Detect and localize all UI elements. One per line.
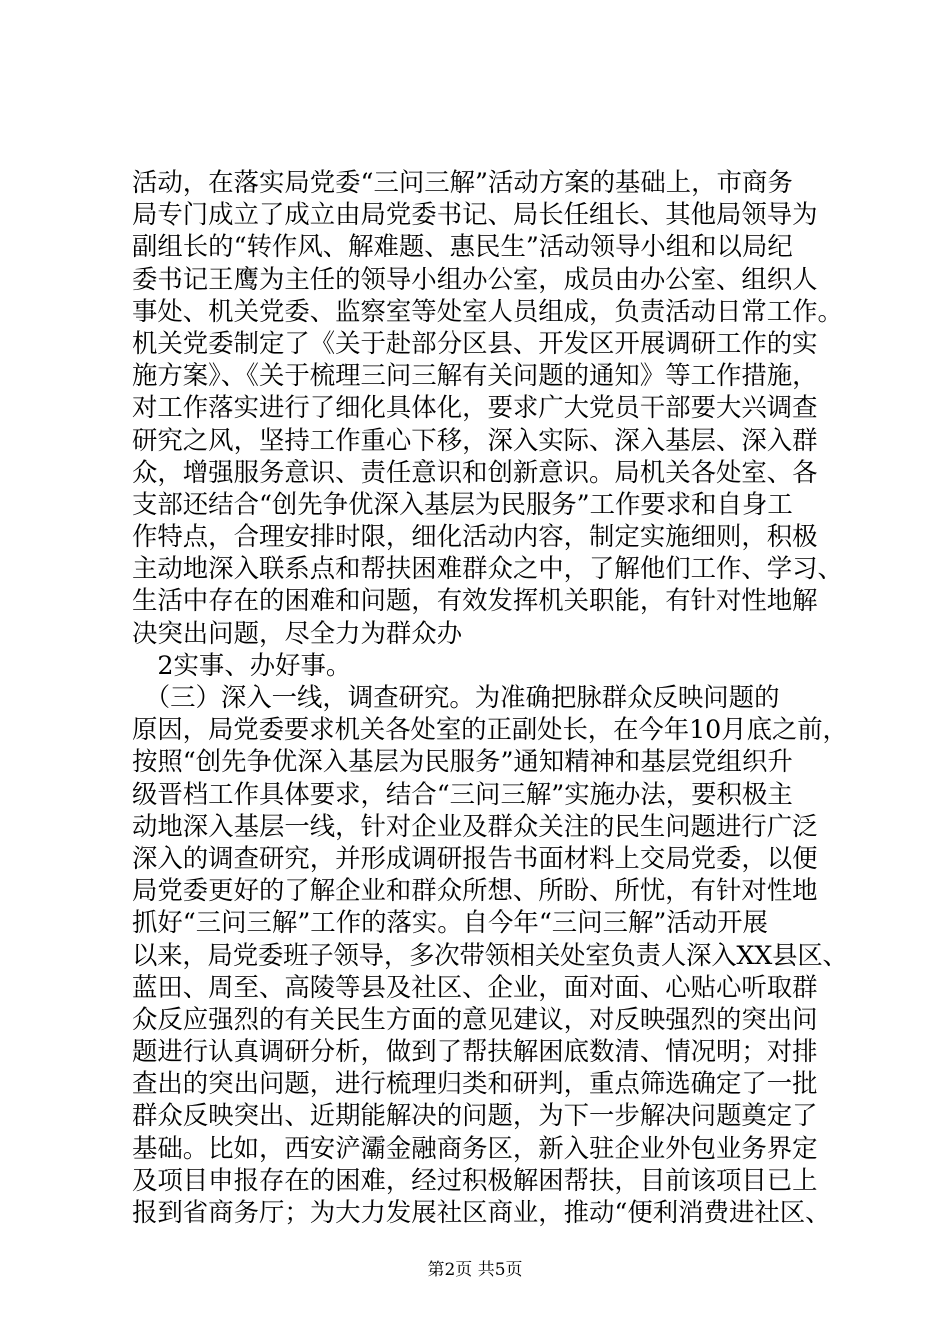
- text-line: 支部还结合“创先争优深入基层为民服务”工作要求和自身工: [132, 488, 793, 519]
- page-footer: 第2页 共5页: [427, 1260, 523, 1280]
- text-line: 2实事、办好事。: [132, 649, 352, 680]
- body-text: [132, 166, 848, 1228]
- text-line: 级晋档工作具体要求，结合“三问三解”实施办法，要积极主: [132, 778, 793, 809]
- text-line: 对工作落实进行了细化具体化，要求广大党员干部要大兴调查: [132, 392, 818, 423]
- text-line: 活动，在落实局党委“三问三解”活动方案的基础上，市商务: [132, 167, 793, 197]
- text-line: 基础。比如，西安浐灞金融商务区，新入驻企业外包业务界定: [132, 1132, 818, 1163]
- text-line: （三）深入一线，调查研究。为准确把脉群众反映问题的: [132, 682, 780, 712]
- text-line: 研究之风，坚持工作重心下移，深入实际、深入基层、深入群: [132, 424, 818, 455]
- text-line: 众反应强烈的有关民生方面的意见建议，对反映强烈的突出问: [132, 1003, 818, 1034]
- text-line: 施方案》、《关于梳理三问三解有关问题的通知》等工作措施，: [132, 360, 818, 391]
- text-line: 题进行认真调研分析，做到了帮扶解困底数清、情况明；对排: [132, 1036, 818, 1067]
- text-line: 作特点，合理安排时限，细化活动内容，制定实施细则，积极: [132, 521, 818, 552]
- text-line: 群众反映突出、近期能解决的问题，为下一步解决问题奠定了: [132, 1100, 818, 1131]
- text-line: 按照“创先争优深入基层为民服务”通知精神和基层党组织升: [132, 746, 793, 777]
- text-line: 机关党委制定了《关于赴部分区县、开发区开展调研工作的实: [132, 327, 818, 358]
- text-line: 局党委更好的了解企业和群众所想、所盼、所忧，有针对性地: [132, 875, 818, 906]
- text-line: 抓好“三问三解”工作的落实。自今年“三问三解”活动开展: [132, 907, 768, 938]
- text-line: 主动地深入联系点和帮扶困难群众之中，了解他们工作、学习、: [132, 553, 843, 584]
- text-line: 报到省商务厅；为大力发展社区商业，推动“便利消费进社区、: [132, 1197, 831, 1227]
- text-line: 局专门成立了成立由局党委书记、局长任组长、其他局领导为: [132, 199, 818, 230]
- text-line: 副组长的“转作风、解难题、惠民生”活动领导小组和以局纪: [132, 231, 793, 262]
- text-line: 众，增强服务意识、责任意识和创新意识。局机关各处室、各: [132, 456, 818, 487]
- text-line: 决突出问题，尽全力为群众办: [132, 617, 463, 648]
- text-line: 及项目申报存在的困难，经过积极解困帮扶，目前该项目已上: [132, 1164, 818, 1195]
- text-line: 原因，局党委要求机关各处室的正副处长，在今年10月底之前，: [132, 714, 848, 745]
- text-line: 委书记王鹰为主任的领导小组办公室，成员由办公室、组织人: [132, 263, 818, 294]
- text-line: 事处、机关党委、监察室等处室人员组成，负责活动日常工作。: [132, 295, 843, 326]
- text-line: 动地深入基层一线，针对企业及群众关注的民生问题进行广泛: [132, 810, 818, 841]
- text-line: 蓝田、周至、高陵等县及社区、企业，面对面、心贴心听取群: [132, 971, 818, 1002]
- text-line: 生活中存在的困难和问题，有效发挥机关职能，有针对性地解: [132, 585, 818, 616]
- text-line: 查出的突出问题，进行梳理归类和研判，重点筛选确定了一批: [132, 1068, 818, 1099]
- text-line: 以来，局党委班子领导，多次带领相关处室负责人深入XX县区、: [132, 939, 848, 970]
- text-line: 深入的调查研究，并形成调研报告书面材料上交局党委，以便: [132, 842, 818, 873]
